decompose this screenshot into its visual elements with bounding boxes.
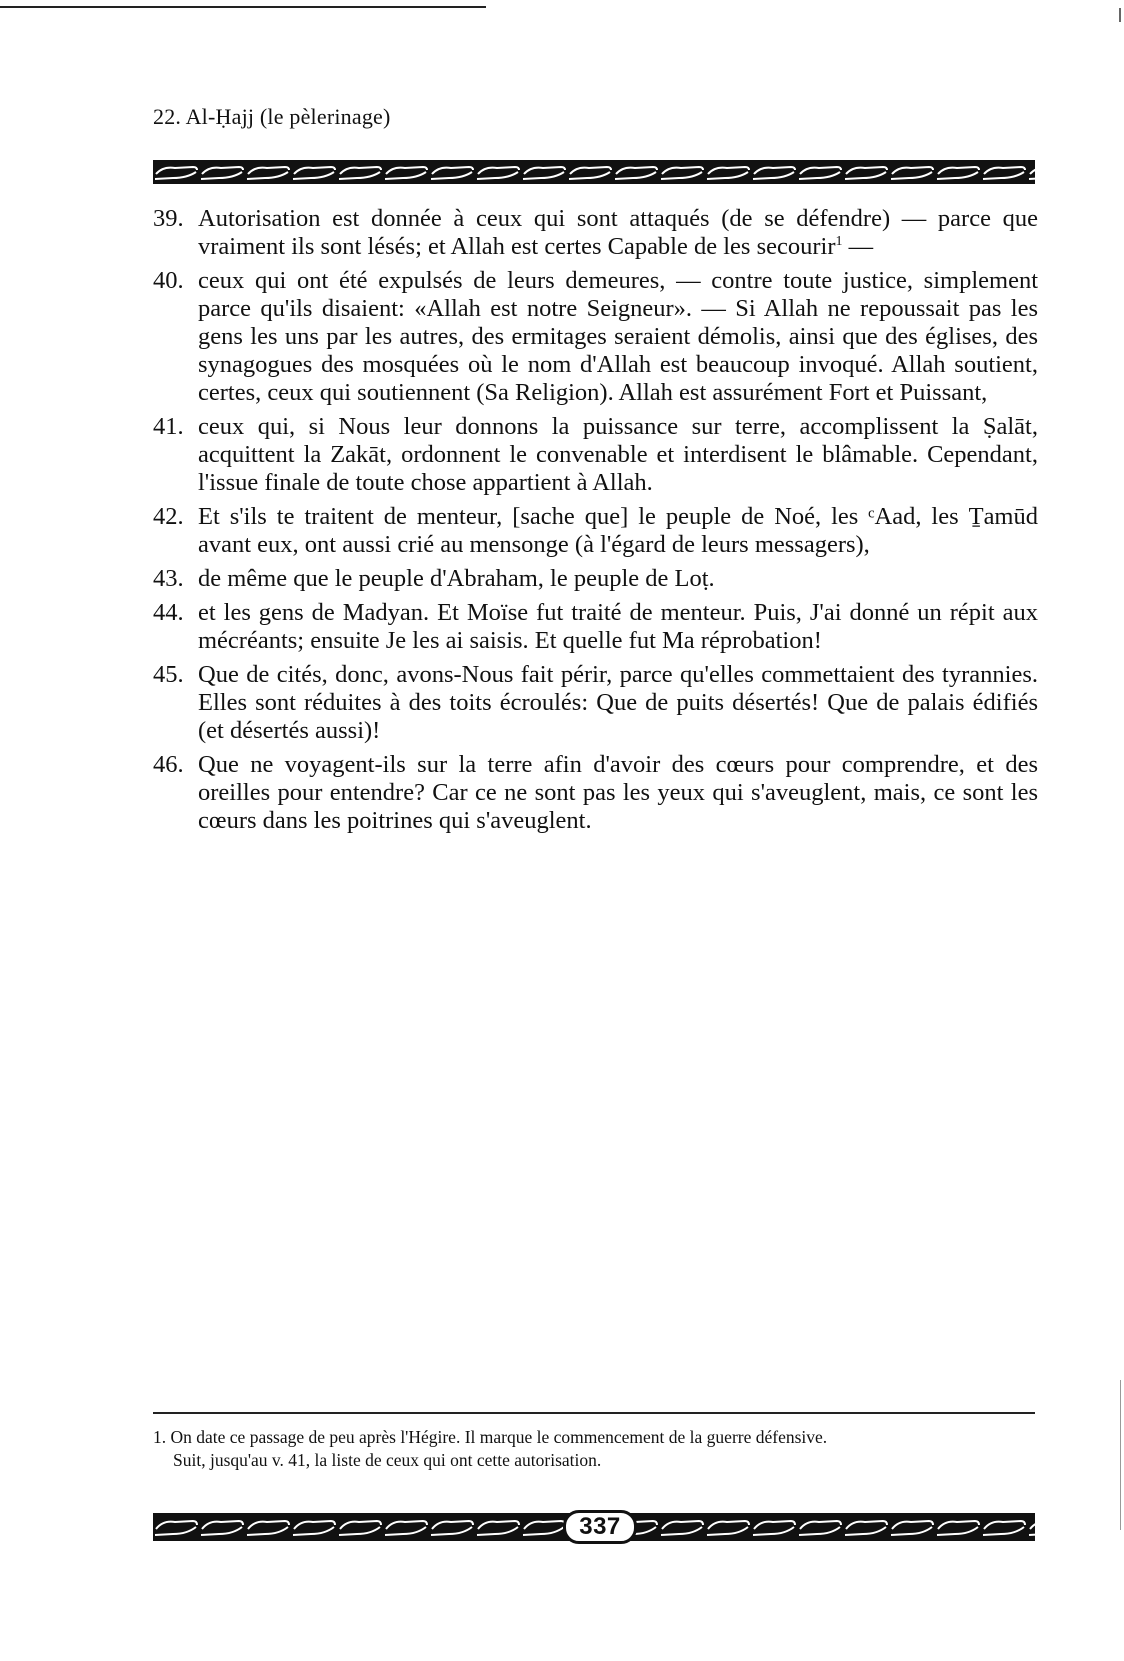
verse-number: 44. — [153, 599, 184, 626]
verse-44 — [153, 599, 1038, 655]
verse-43 — [153, 565, 1038, 593]
verse-text: Et s'ils te traitent de menteur, [sache que] le peuple de Noé, les ᶜAad, les Ṯamūd avant eux, ont aussi crié au mensonge (à l'égard de leurs messagers), — [198, 503, 1038, 558]
scan-edge-mark — [1119, 8, 1121, 22]
page-header-title: 22. Al-Ḥajj (le pèlerinage) — [153, 104, 391, 129]
verse-number: 46. — [153, 751, 184, 778]
footnote-marker: 1 — [835, 233, 843, 249]
verse-text: de même que le peuple d'Abraham, le peuple de Loṭ. — [198, 565, 715, 592]
footnote-line-1: 1. On date ce passage de peu après l'Hégire. Il marque le commencement de la guerre défensive. — [153, 1427, 828, 1447]
verse-list — [153, 205, 1038, 841]
verse-text: ceux qui, si Nous leur donnons la puissance sur terre, accomplissent la Ṣalāt, acquittent la Zakāt, ordonnent le convenable et interdisent le blâmable. Cependant, l'issue finale de toute chose appartient à Allah. — [198, 413, 1038, 496]
footnote — [153, 1426, 1035, 1472]
verse-45 — [153, 661, 1038, 745]
top-rule — [0, 6, 486, 8]
verse-number: 43. — [153, 565, 184, 592]
verse-text: Autorisation est donnée à ceux qui sont attaqués (de se défendre) — parce que vraiment ils sont lésés; et Allah est certes Capable de les secourir — [198, 205, 1038, 260]
footnote-line-2: Suit, jusqu'au v. 41, la liste de ceux qui ont cette autorisation. — [173, 1450, 602, 1470]
scan-edge-mark — [1120, 1380, 1121, 1530]
page-number: 337 — [563, 1510, 637, 1544]
verse-39 — [153, 205, 1038, 261]
verse-46 — [153, 751, 1038, 835]
decorative-band-top — [153, 160, 1035, 184]
verse-text: et les gens de Madyan. Et Moïse fut traité de menteur. Puis, J'ai donné un répit aux mécréants; ensuite Je les ai saisis. Et quelle fut Ma réprobation! — [198, 599, 1038, 654]
verse-number: 40. — [153, 267, 184, 294]
verse-text-tail: — — [842, 233, 874, 260]
verse-40 — [153, 267, 1038, 407]
verse-number: 42. — [153, 503, 184, 530]
footnote-rule — [153, 1412, 1035, 1414]
verse-text: ceux qui ont été expulsés de leurs demeures, — contre toute justice, simplement parce qu'ils disaient: «Allah est notre Seigneur». — Si Allah ne repoussait pas les gens les uns par les autres, des ermitages seraient démolis, ainsi que des églises, des synagogues des mosquées où le nom d'Allah est beaucoup invoqué. Allah soutient, certes, ceux qui soutiennent (Sa Religion). Allah est assurément Fort et Puissant, — [198, 267, 1038, 406]
verse-number: 41. — [153, 413, 184, 440]
verse-number: 45. — [153, 661, 184, 688]
verse-text: Que de cités, donc, avons-Nous fait périr, parce qu'elles commettaient des tyrannies. Elles sont réduites à des toits écroulés: Que de puits désertés! Que de palais édifiés (et désertés aussi)! — [198, 661, 1038, 744]
verse-41 — [153, 413, 1038, 497]
verse-number: 39. — [153, 205, 184, 232]
verse-text: Que ne voyagent-ils sur la terre afin d'avoir des cœurs pour comprendre, et des oreilles pour entendre? Car ce ne sont pas les yeux qui s'aveuglent, mais, ce sont les cœurs dans les poitrines qui s'aveuglent. — [198, 751, 1038, 834]
verse-42 — [153, 503, 1038, 559]
chain-ornament-top — [153, 160, 1035, 184]
